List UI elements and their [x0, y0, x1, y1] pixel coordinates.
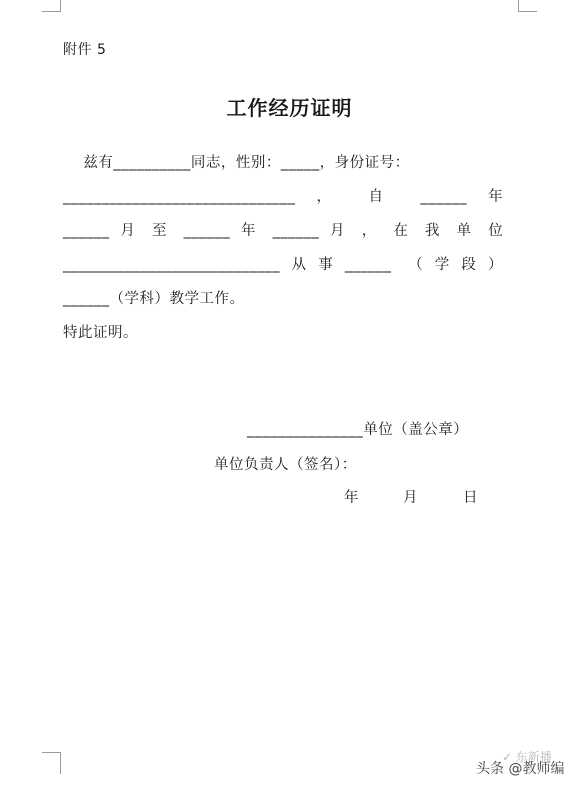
body-line-3	[63, 219, 503, 240]
signature-responsible-person: 单位负责人（签名）：	[214, 457, 357, 473]
watermark-text: 头条 @教师编	[476, 761, 565, 777]
body-text: 年	[241, 223, 262, 239]
body-text: （学段）	[408, 257, 504, 273]
body-text: 单	[456, 223, 478, 239]
body-text: 年	[488, 189, 504, 205]
date-year: 年	[344, 490, 359, 506]
blank-field[interactable]: ______	[272, 223, 320, 239]
signature-unit-line: _______________单位（盖公章）	[247, 422, 469, 438]
body-text: ____________________________从事______	[63, 257, 392, 273]
blank-field[interactable]: ______	[183, 223, 231, 239]
body-text: 自	[368, 189, 400, 205]
body-line-5: ______（学科）教学工作。	[63, 291, 245, 307]
closing-statement: 特此证明。	[63, 325, 138, 341]
document-title: 工作经历证明	[226, 96, 353, 120]
body-line-1: 兹有__________同志，性别：_____，身份证号：	[63, 155, 410, 171]
blank-field[interactable]: ______________________________	[63, 189, 296, 205]
body-text: ，	[316, 189, 348, 205]
body-line-4	[63, 253, 503, 274]
date-day: 日	[463, 490, 478, 506]
attachment-label: 附件 5	[63, 42, 107, 58]
body-text: 月	[330, 223, 351, 239]
body-text: 至	[152, 223, 173, 239]
date-month: 月	[403, 490, 418, 506]
page-corner-mark-top-right	[518, 0, 537, 12]
blank-field[interactable]: ______	[63, 223, 110, 239]
body-text: 位	[488, 223, 504, 239]
page-corner-mark-bottom-left	[42, 752, 61, 774]
body-text: ，	[361, 223, 383, 239]
blank-field[interactable]: ______	[420, 189, 468, 205]
watermark-logo: ✓ 东新播	[502, 750, 552, 764]
page-corner-mark-top-left	[42, 0, 61, 12]
body-text: 月	[120, 223, 142, 239]
body-text: 我	[424, 223, 446, 239]
body-line-2	[63, 185, 503, 206]
body-text: 在	[393, 223, 415, 239]
